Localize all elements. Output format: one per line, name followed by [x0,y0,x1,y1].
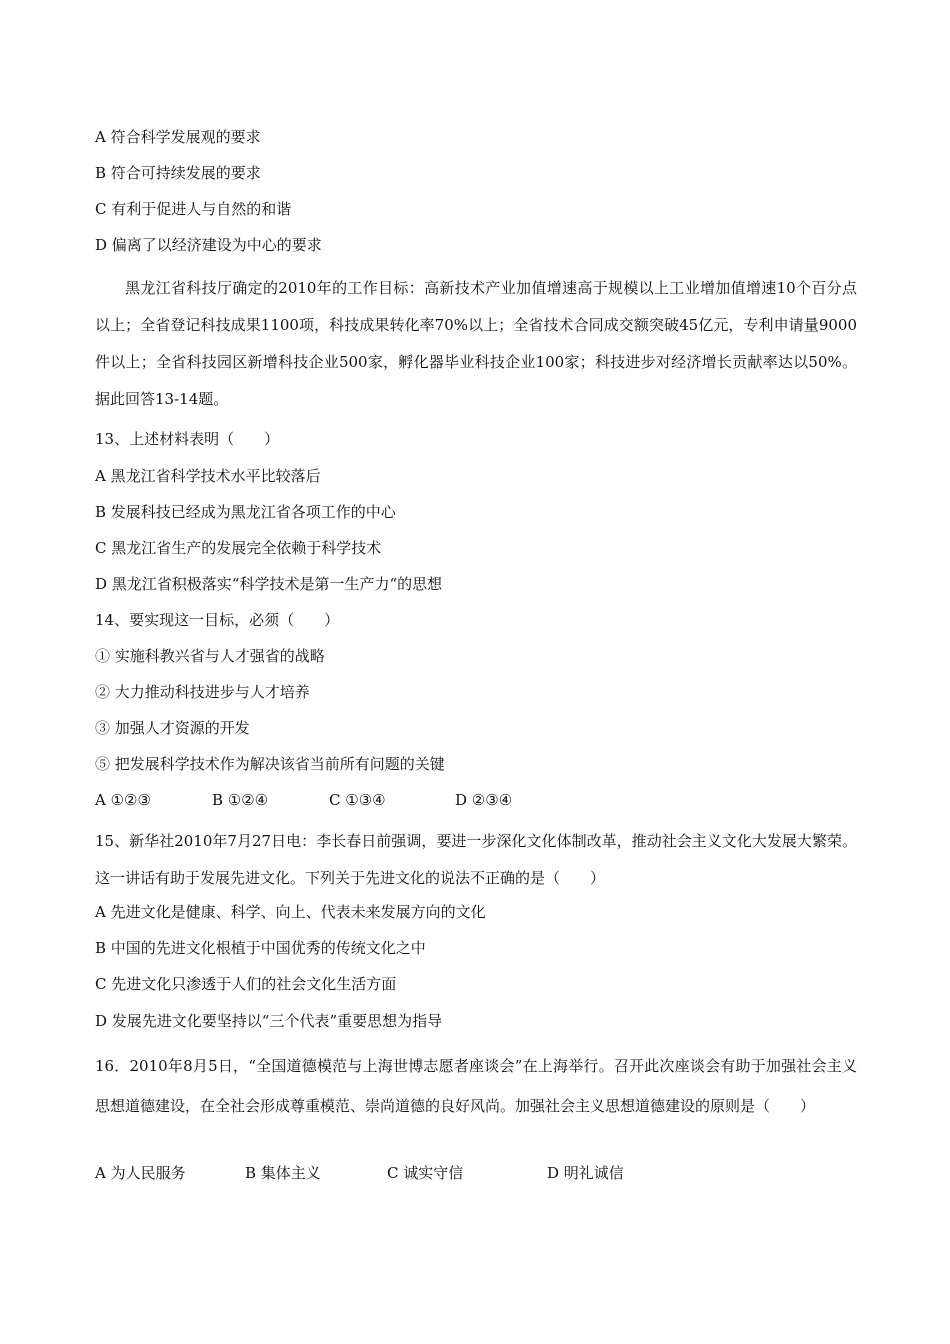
q14-choice-c: C ①③④ [329,791,386,809]
q16-choice-c: C 诚实守信 [387,1164,464,1182]
q16-choice-a: A 为人民服务 [95,1164,186,1182]
q13-option-d: D 黑龙江省积极落实“科学技术是第一生产力“的思想 [95,575,443,593]
q14-choice-d: D ②③④ [455,791,513,809]
q13-option-a: A 黑龙江省科学技术水平比较落后 [95,467,321,485]
q13-option-b: B 发展科技已经成为黑龙江省各项工作的中心 [95,503,396,521]
q14-choice-b: B ①②④ [212,791,269,809]
q14-stem: 14、要实现这一目标，必须（ ） [95,611,340,629]
q15-option-c: C 先进文化只渗透于人们的社会文化生活方面 [95,975,397,993]
q14-choice-a: A ①②③ [95,791,151,809]
q15-option-b: B 中国的先进文化根植于中国优秀的传统文化之中 [95,939,426,957]
q15-stem: 15、新华社2010年7月27日电：李长春日前强调，要进一步深化文化体制改革，推动社会主义文化大发展大繁荣。这一讲话有助于发展先进文化。下列关于先进文化的说法不正确的是（ ） [95,832,857,887]
q16-choice-d: D 明礼诚信 [547,1164,624,1182]
q14-statement-5: ⑤ 把发展科学技术作为解决该省当前所有问题的关键 [95,755,445,773]
q14-statement-2: ② 大力推动科技进步与人才培养 [95,683,310,701]
q15-option-d: D 发展先进文化要坚持以“三个代表”重要思想为指导 [95,1012,443,1030]
q16-choices [95,1163,695,1183]
q14-statement-3: ③ 加强人才资源的开发 [95,719,250,737]
q13-stem: 13、上述材料表明（ ） [95,430,280,448]
q14-choices [95,790,595,810]
q13-option-c: C 黑龙江省生产的发展完全依赖于科学技术 [95,539,382,557]
material-paragraph: 黑龙江省科技厅确定的2010年的工作目标：高新技术产业加值增速高于规模以上工业增加值增速10个百分点以上；全省登记科技成果1100项，科技成果转化率70%以上；全省技术合同成交额突破45亿元，专利申请量9000件以上；全省科技园区新增科技企业500家，孵化器毕业科技企业100家；科技进步对经济增长贡献率达以50%。据此回答13-14题。 [95,279,857,408]
q16-choice-b: B 集体主义 [245,1164,321,1182]
prev-option-a: A 符合科学发展观的要求 [95,128,261,146]
prev-option-d: D 偏离了以经济建设为中心的要求 [95,236,322,254]
q16-stem: 16．2010年8月5日，“全国道德模范与上海世博志愿者座谈会”在上海举行。召开此次座谈会有助于加强社会主义思想道德建设，在全社会形成尊重模范、崇尚道德的良好风尚。加强社会主义思想道德建设的原则是（ ） [95,1057,857,1115]
prev-option-b: B 符合可持续发展的要求 [95,164,261,182]
q15-option-a: A 先进文化是健康、科学、向上、代表未来发展方向的文化 [95,903,486,921]
q14-statement-1: ① 实施科教兴省与人才强省的战略 [95,647,325,665]
prev-option-c: C 有利于促进人与自然的和谐 [95,200,292,218]
